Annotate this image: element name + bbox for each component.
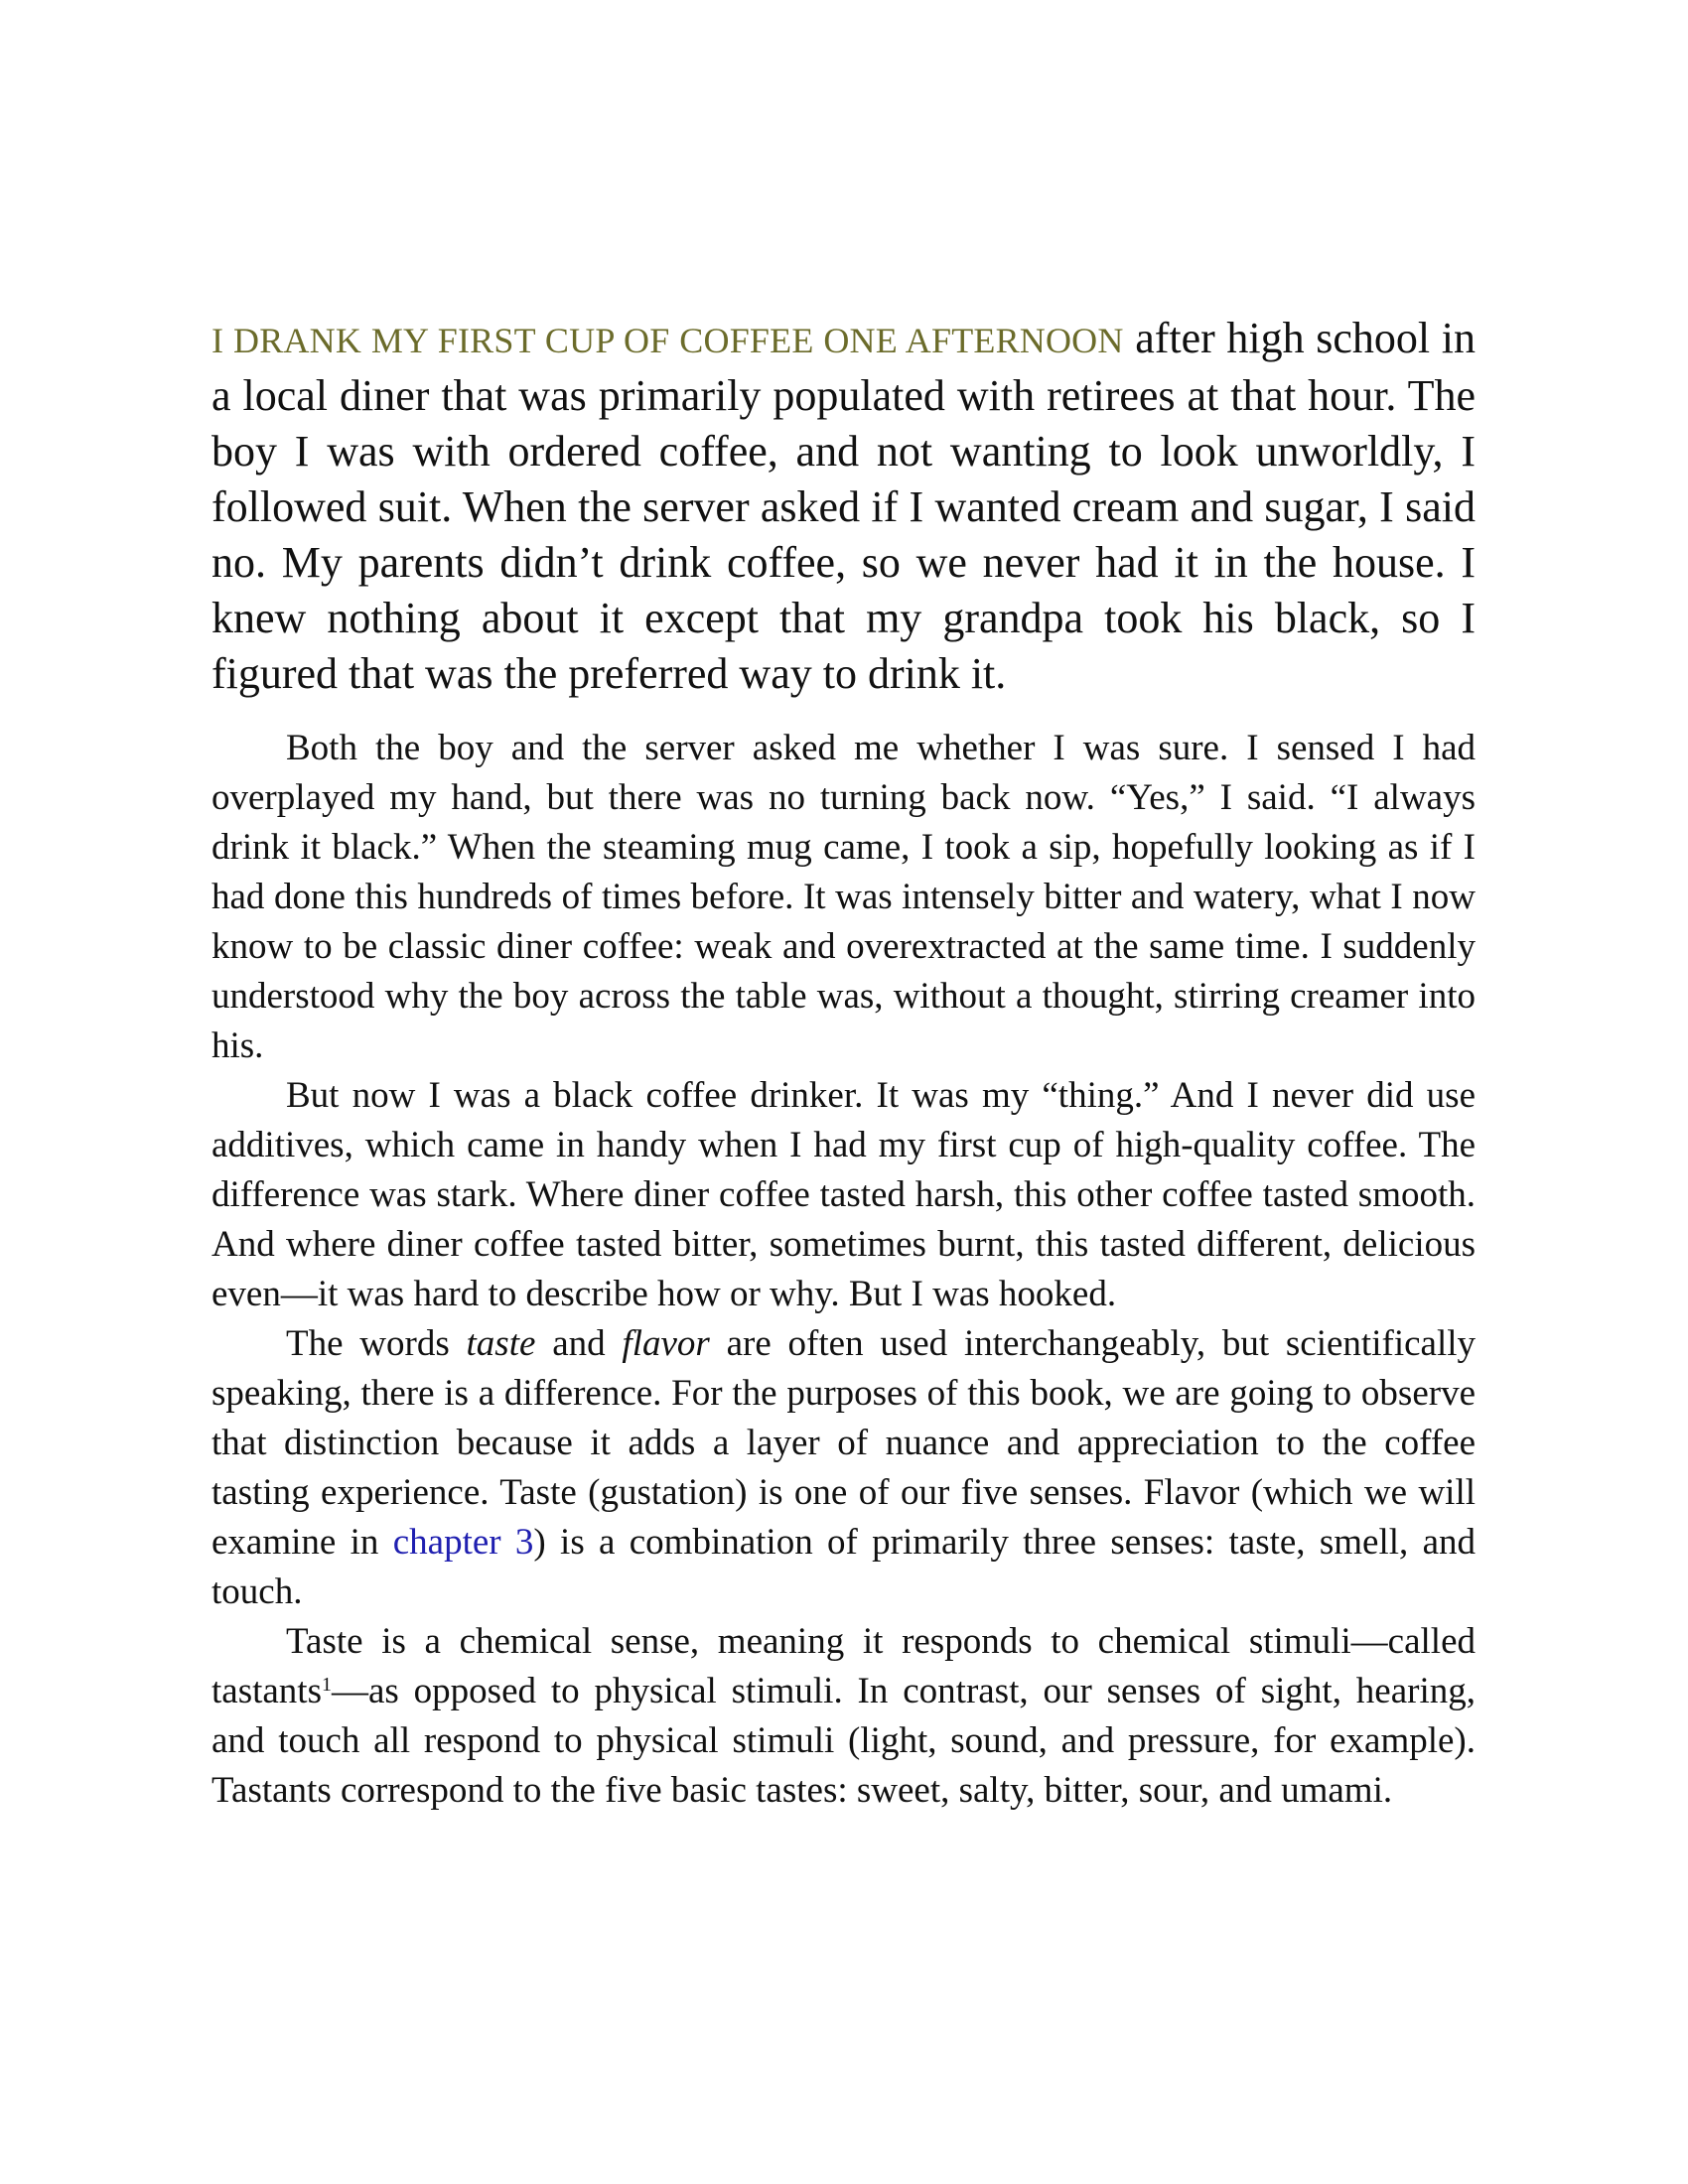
paragraph-4 xyxy=(211,1617,1476,1816)
paragraph-3-text-d: ) is a combination of primarily three senses: taste, smell, and touch. xyxy=(211,1522,1477,1612)
emphasis-flavor: flavor xyxy=(622,1323,710,1364)
paragraph-3-text-b: and xyxy=(535,1323,623,1364)
footnote-1-link[interactable]: 1 xyxy=(321,1674,332,1696)
paragraph-1: Both the boy and the server asked me whether I was sure. I sensed I had overplayed my hand, but there was no turning back now. “Yes,” I said. “I always drink it black.” When the steaming mug came, I took a sip, hopefully looking as if I had done this hundreds of times before. It was intensely bitter and watery, what I now know to be classic diner coffee: weak and overextracted at the same time. I suddenly understood why the boy across the table was, without a thought, stirring creamer into his. xyxy=(211,728,1476,1066)
page-content xyxy=(211,311,1476,1816)
paragraph-4-text-b: —as opposed to physical stimuli. In contrast, our senses of sight, hearing, and touch all respond to physical stimuli (light, sound, and pressure, for example). Tastants correspond to the five basic tastes: sweet, salty, bitter, sour, and umami. xyxy=(211,1671,1476,1811)
opening-paragraph xyxy=(211,311,1476,702)
emphasis-taste: taste xyxy=(466,1323,536,1364)
chapter-3-link[interactable]: chapter 3 xyxy=(392,1522,534,1563)
paragraph-3 xyxy=(211,1319,1476,1617)
paragraph-3-text-c: are often used interchangeably, but scientifically speaking, there is a difference. For the purposes of this book, we are going to observe that distinction because it adds a layer of nuance and appreciation to the coffee tasting experience. Taste (gustation) is one of our five senses. Flavor (which we will examine in xyxy=(211,1323,1476,1563)
opening-text: after high school in a local diner that was primarily populated with retirees at that hour. The boy I was with ordered coffee, and not wanting to look unworldly, I followed suit. When the server asked if I wanted cream and sugar, I said no. My parents didn’t drink coffee, so we never had it in the house. I knew nothing about it except that my grandpa took his black, so I figured that was the preferred way to drink it. xyxy=(211,314,1476,698)
paragraph-3-text-a: The words xyxy=(286,1323,467,1364)
paragraph-4-text-a: Taste is a chemical sense, meaning it responds to chemical stimuli—called tastants xyxy=(211,1621,1476,1711)
paragraph-2: But now I was a black coffee drinker. It was my “thing.” And I never did use additives, which came in handy when I had my first cup of high-quality coffee. The difference was stark. Where diner coffee tasted harsh, this other coffee tasted smooth. And where diner coffee tasted bitter, sometimes burnt, this tasted different, delicious even—it was hard to describe how or why. But I was hooked. xyxy=(211,1075,1476,1314)
opening-smallcaps: I DRANK MY FIRST CUP OF COFFEE ONE AFTERNOON xyxy=(211,321,1124,360)
